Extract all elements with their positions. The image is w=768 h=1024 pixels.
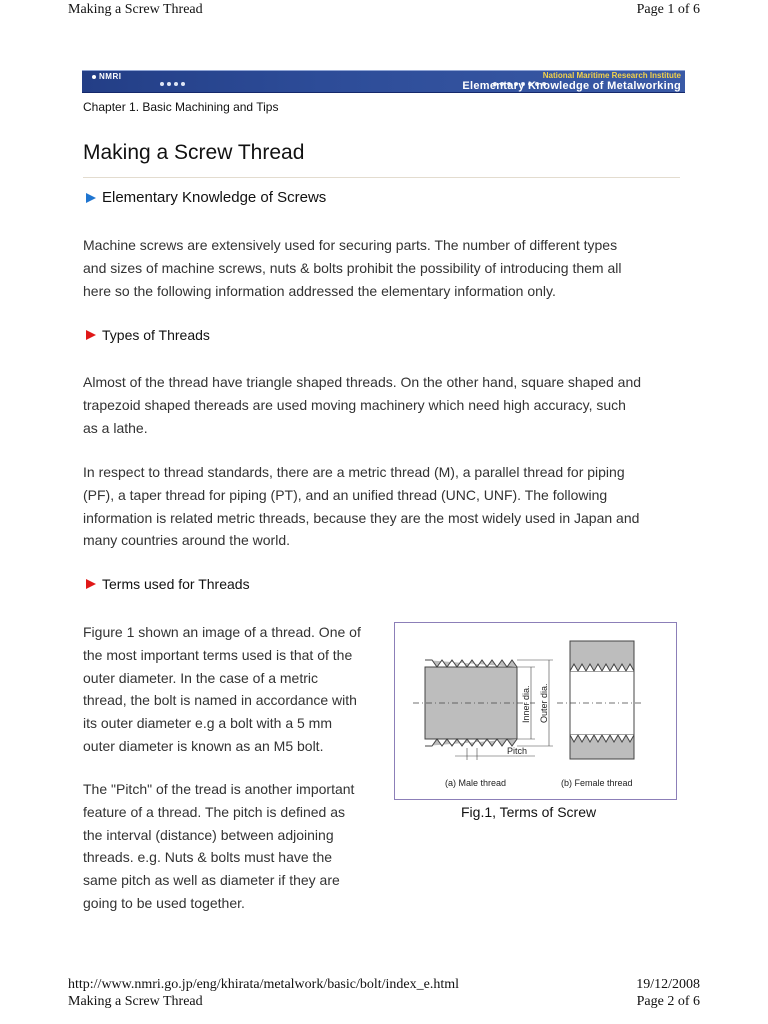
banner-subtitle: Elementary Knowledge of Metalworking (462, 80, 681, 92)
footer-page: Page 2 of 6 (636, 994, 700, 1009)
blue-arrow-icon (86, 193, 96, 203)
outer-dia-label: Outer dia. (539, 683, 549, 723)
thread-diagram (395, 623, 676, 799)
inner-dia-label: Inner dia. (521, 685, 531, 723)
section-heading-types: Types of Threads (86, 327, 210, 343)
pitch-label: Pitch (507, 746, 528, 756)
footer-url: http://www.nmri.go.jp/eng/khirata/metalwork/basic/bolt/index_e.html (68, 977, 460, 992)
chapter-label: Chapter 1. Basic Machining and Tips (83, 100, 279, 114)
figure-caption: Fig.1, Terms of Screw (461, 804, 597, 820)
red-arrow-icon (86, 330, 96, 340)
footer-title: Making a Screw Thread (68, 994, 203, 1009)
paragraph-types-1: Almost of the thread have triangle shaped threads. On the other hand, square shaped and trapezoid shaped thereads are used moving machinery which need high accuracy, such as a lathe. (83, 374, 642, 436)
female-thread-label: (b) Female thread (561, 778, 633, 788)
paragraph-types-2: In respect to thread standards, there are a metric thread (M), a parallel thread for piping (PF), a taper thread for piping (PT), and an unified thread (UNC, UNF). The following information is related metric threads, because they are the most widely used in Japan and many countries around the world. (83, 464, 640, 549)
print-footer (68, 976, 700, 1010)
paragraph-terms-2: The "Pitch" of the tread is another important feature of a thread. The pitch is defined as the interval (distance) between adjoining threads. e.g. Nuts & bolts must have the same pitch as well as diameter if they are going to be used together. (83, 781, 355, 911)
red-arrow-icon (86, 579, 96, 589)
nmri-logo: NMRI (92, 72, 121, 81)
page-title: Making a Screw Thread (83, 141, 305, 164)
banner-dots-icon (160, 73, 188, 91)
footer-date: 19/12/2008 (636, 977, 700, 992)
institute-name: National Maritime Research Institute (542, 71, 681, 80)
print-header (68, 1, 700, 18)
print-header-page: Page 1 of 6 (636, 2, 700, 17)
title-divider (83, 177, 680, 178)
print-header-title: Making a Screw Thread (68, 2, 203, 17)
site-banner (82, 70, 685, 93)
section-heading-elementary: Elementary Knowledge of Screws (86, 189, 326, 206)
male-thread-label: (a) Male thread (445, 778, 507, 788)
section-heading-terms: Terms used for Threads (86, 576, 250, 592)
paragraph-terms-1: Figure 1 shown an image of a thread. One of the most important terms used is that of the outer diameter. In the case of a metric thread, the bolt is named in accordance with its outer diameter e.g a bolt with a 5 mm outer diameter is known as an M5 bolt. (83, 624, 361, 754)
paragraph-elementary: Machine screws are extensively used for securing parts. The number of different types and sizes of machine screws, nuts & bolts prohibit the possibility of introducing them all here so the following information addressed the elementary information only. (83, 237, 622, 299)
thread-figure (394, 622, 677, 800)
